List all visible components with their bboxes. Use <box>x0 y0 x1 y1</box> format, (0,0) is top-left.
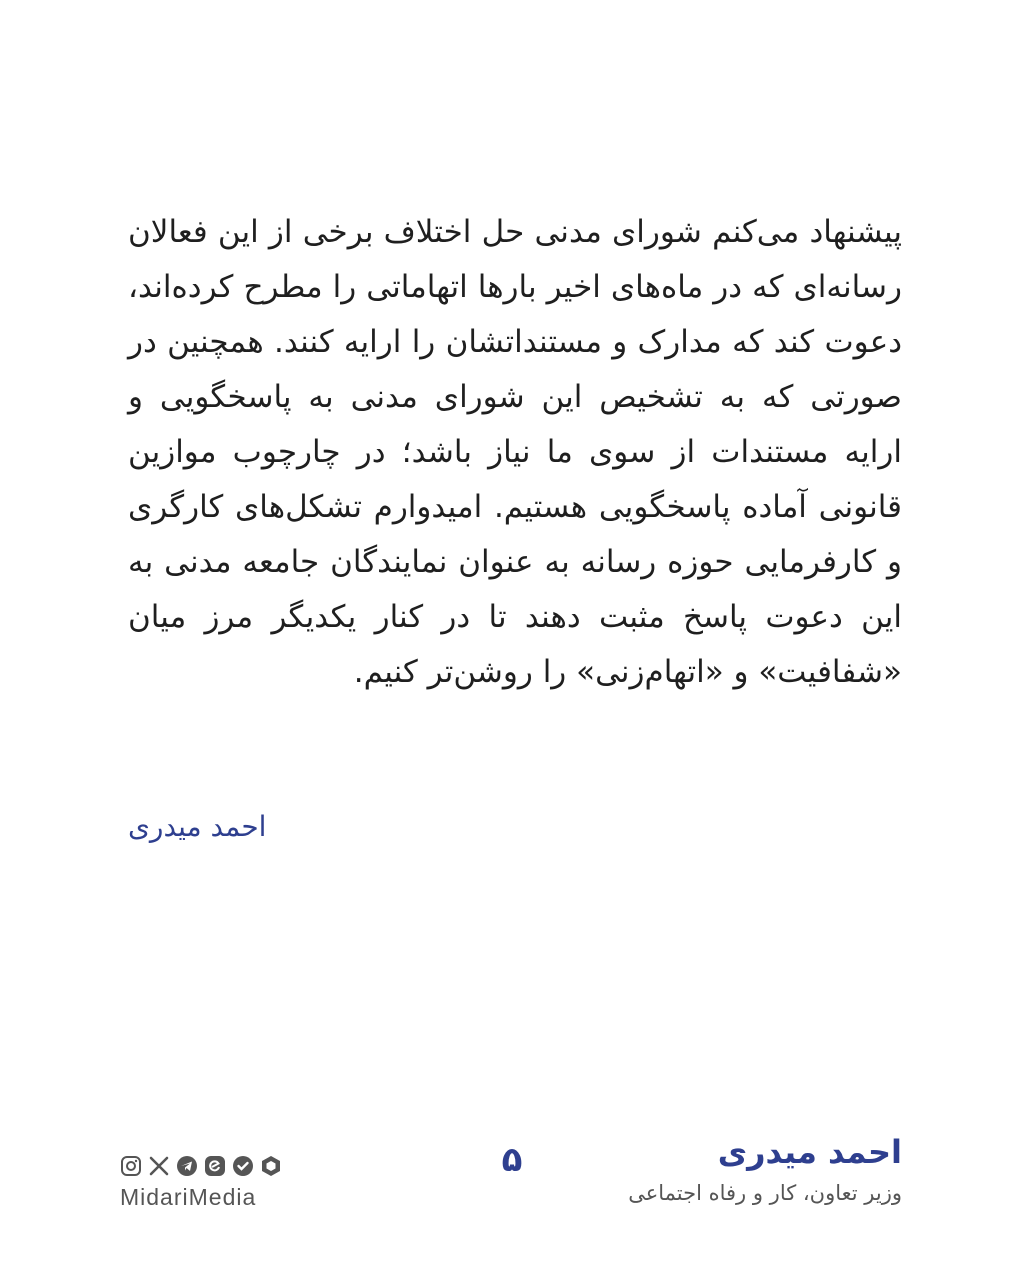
social-handle: MidariMedia <box>120 1184 257 1210</box>
telegram-icon[interactable] <box>176 1155 198 1177</box>
author-block <box>542 1128 902 1210</box>
bale-icon[interactable] <box>232 1155 254 1177</box>
statement-body: پیشنهاد می‌کنم شورای مدنی حل اختلاف برخی از این فعالان رسانه‌ای که در ماه‌های اخیر بارها اتهاماتی را مطرح کرده‌اند، دعوت کند که مدارک و مستنداتشان را ارایه کنند. همچنین در صورتی که به تشخیص این شورای مدنی به پاسخگویی و ارایه مستندات از سوی ما نیاز باشد؛ در چارچوب موازین قانونی آماده پاسخگویی هستیم. امیدوارم تشکل‌های کارگری و کارفرمایی حوزه رسانه به عنوان نمایندگان جامعه مدنی به این دعوت پاسخ مثبت دهند تا در کنار یکدیگر مرز میان «شفافیت» و «اتهام‌زنی» را روشن‌تر کنیم. <box>128 214 902 690</box>
instagram-icon[interactable] <box>120 1155 142 1177</box>
rubika-icon[interactable] <box>260 1155 282 1177</box>
author-name: احمد میدری <box>717 1133 902 1171</box>
social-block <box>120 1150 340 1211</box>
x-icon[interactable] <box>148 1155 170 1177</box>
eitaa-icon[interactable] <box>204 1155 226 1177</box>
author-title: وزیر تعاون، کار و رفاه اجتماعی <box>628 1181 902 1205</box>
signature: احمد میدری <box>128 810 267 843</box>
social-icons-row <box>120 1150 340 1182</box>
page-number: ۵ <box>501 1140 523 1180</box>
